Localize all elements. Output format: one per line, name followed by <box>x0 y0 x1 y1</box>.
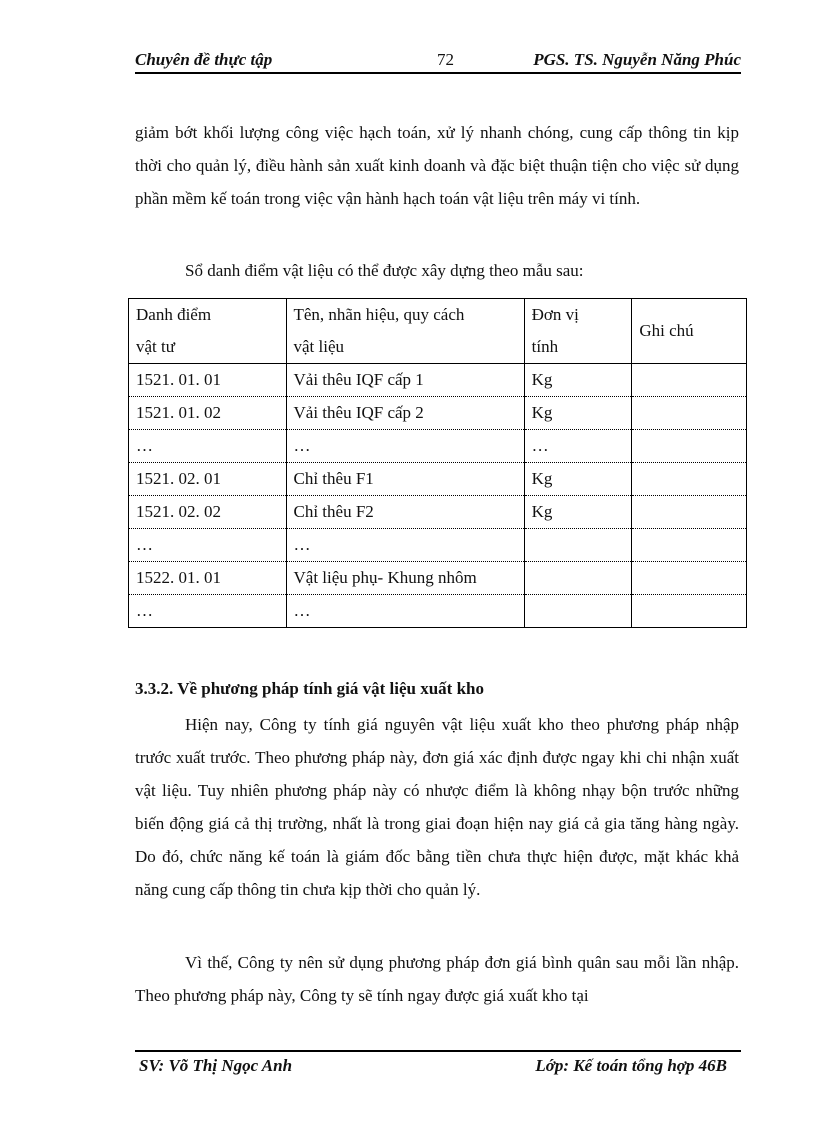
page-number: 72 <box>437 50 454 69</box>
cell-note <box>632 562 747 595</box>
cell-note <box>632 529 747 562</box>
cell-code: 1521. 02. 01 <box>129 463 287 496</box>
cell-unit: Kg <box>524 496 632 529</box>
cell-unit: Kg <box>524 463 632 496</box>
cell-name: Vải thêu IQF cấp 2 <box>286 397 524 430</box>
table-row <box>129 496 747 529</box>
cell-code: 1521. 01. 01 <box>129 364 287 397</box>
cell-note <box>632 397 747 430</box>
header-cell-code <box>129 299 287 364</box>
page-header <box>135 48 741 74</box>
table-row <box>129 529 747 562</box>
cell-name: Vật liệu phụ- Khung nhôm <box>286 562 524 595</box>
cell-name: … <box>286 595 524 628</box>
table-row <box>129 364 747 397</box>
header-cell-note: Ghi chú <box>632 299 747 364</box>
table-row <box>129 595 747 628</box>
cell-unit: … <box>524 430 632 463</box>
paragraph-table-intro: Sổ danh điểm vật liệu có thể được xây dựng theo mẫu sau: <box>185 261 584 280</box>
table-row <box>129 430 747 463</box>
page-footer <box>135 1050 741 1082</box>
table-row <box>129 463 747 496</box>
cell-unit: Kg <box>524 397 632 430</box>
header-unit-line1: Đơn vị <box>531 305 579 324</box>
cell-unit <box>524 595 632 628</box>
cell-name: … <box>286 430 524 463</box>
header-name-line2: vật liệu <box>293 337 345 356</box>
cell-code: 1521. 02. 02 <box>129 496 287 529</box>
cell-note <box>632 496 747 529</box>
header-name-line1: Tên, nhãn hiệu, quy cách <box>293 305 465 324</box>
header-cell-unit <box>524 299 632 364</box>
cell-name: Chỉ thêu F2 <box>286 496 524 529</box>
cell-unit <box>524 529 632 562</box>
cell-code: 1522. 01. 01 <box>129 562 287 595</box>
table-header-row <box>129 299 747 364</box>
footer-student: SV: Võ Thị Ngọc Anh <box>139 1056 293 1075</box>
cell-name: Vải thêu IQF cấp 1 <box>286 364 524 397</box>
table-row <box>129 397 747 430</box>
cell-code: … <box>129 430 287 463</box>
header-cell-name <box>286 299 524 364</box>
cell-code: 1521. 01. 02 <box>129 397 287 430</box>
cell-name: … <box>286 529 524 562</box>
cell-note <box>632 463 747 496</box>
table-row <box>129 562 747 595</box>
cell-unit: Kg <box>524 364 632 397</box>
header-advisor: PGS. TS. Nguyễn Năng Phúc <box>533 50 741 69</box>
cell-code: … <box>129 529 287 562</box>
cell-note <box>632 364 747 397</box>
material-catalog-table <box>128 298 747 628</box>
paragraph-current-method: Hiện nay, Công ty tính giá nguyên vật liệu xuất kho theo phương pháp nhập trước xuất trước. Theo phương pháp này, đơn giá xác định được ngay khi chi nhận xuất vật liệu. Tuy nhiên phương pháp này có nhược điểm là không nhạy bộn trước những biến động giá cả thị trường, nhất là trong giai đoạn hiện nay giá cả gia tăng hàng ngày. Do đó, chức năng kế toán là giám đốc bằng tiền chưa thực hiện được, mặt khác khả năng cung cấp thông tin chưa kịp thời cho quản lý. <box>135 715 739 899</box>
footer-class: Lớp: Kế toán tổng hợp 46B <box>535 1056 727 1075</box>
paragraph-intro: giảm bớt khối lượng công việc hạch toán, xử lý nhanh chóng, cung cấp thông tin kịp thời cho quản lý, điều hành sản xuất kinh doanh và đặc biệt thuận tiện cho việc sử dụng phần mềm kế toán trong việc vận hành hạch toán vật liệu trên máy vi tính. <box>135 123 739 208</box>
cell-code: … <box>129 595 287 628</box>
header-code-line2: vật tư <box>136 337 175 356</box>
header-unit-line2: tính <box>531 337 559 356</box>
cell-name: Chỉ thêu F1 <box>286 463 524 496</box>
section-heading: 3.3.2. Về phương pháp tính giá vật liệu xuất kho <box>135 679 485 698</box>
header-document-type: Chuyên đề thực tập <box>135 50 273 69</box>
cell-unit <box>524 562 632 595</box>
paragraph-recommendation: Vì thế, Công ty nên sử dụng phương pháp đơn giá bình quân sau mỗi lần nhập. Theo phương pháp này, Công ty sẽ tính ngay được giá xuất kho tại <box>135 953 739 1005</box>
cell-note <box>632 595 747 628</box>
header-code-line1: Danh điểm <box>136 305 212 324</box>
cell-note <box>632 430 747 463</box>
